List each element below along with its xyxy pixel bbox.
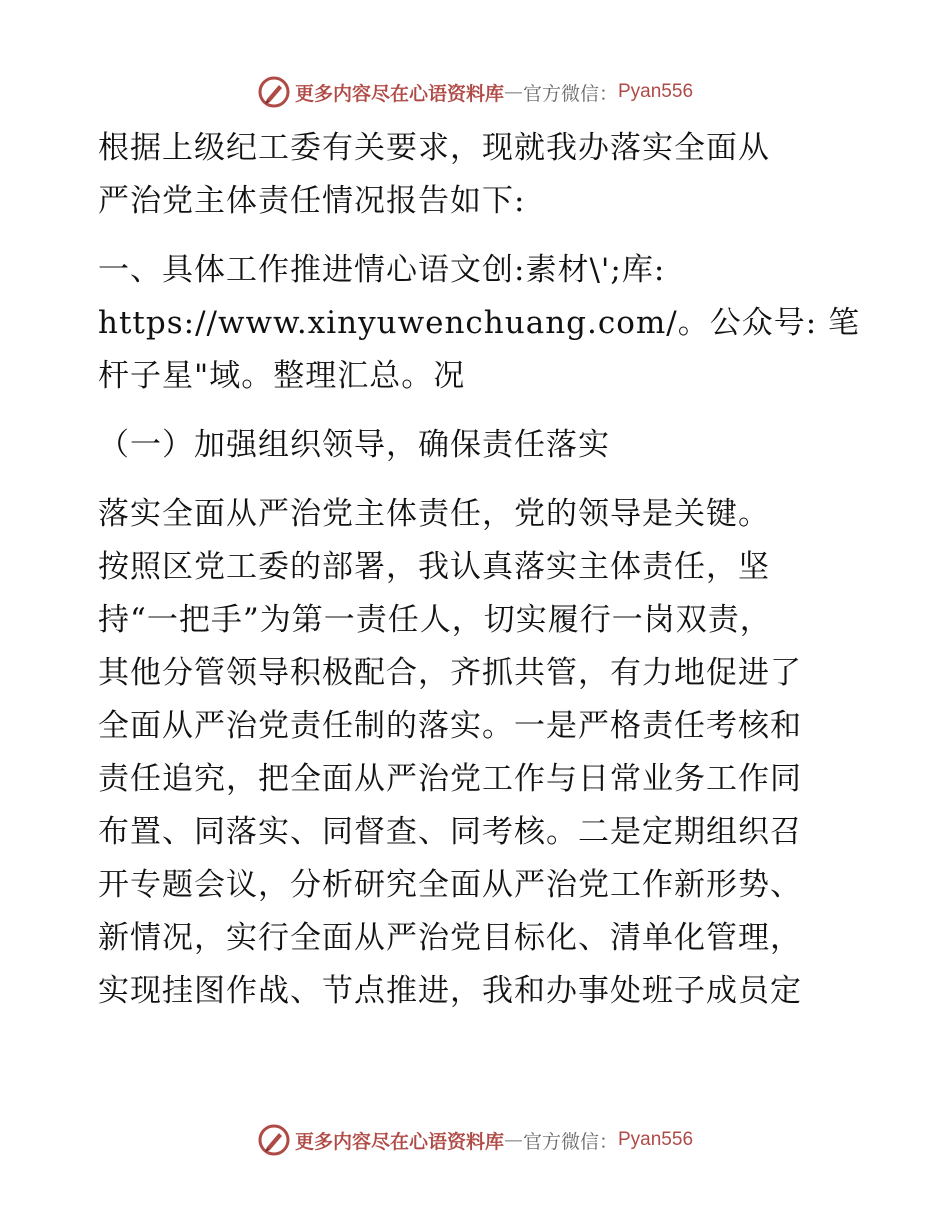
text-line: 布置、同落实、同督查、同考核。二是定期组织召 [98, 814, 802, 850]
pen-logo-icon [257, 75, 291, 109]
text-line: 责任追究，把全面从严治党工作与日常业务工作同 [98, 761, 802, 797]
pen-logo-icon [257, 1123, 291, 1157]
watermark-separator: — [503, 81, 523, 103]
text-line: 按照区党工委的部署，我认真落实主体责任，坚 [98, 549, 770, 585]
text-line: 全面从严治党责任制的落实。一是严格责任考核和 [98, 708, 802, 744]
document-body [98, 122, 861, 1018]
text-line: 持“一把手”为第一责任人，切实履行一岗双责， [98, 602, 772, 638]
watermark-header [0, 72, 950, 112]
text-line: 严治党主体责任情况报告如下: [98, 183, 526, 219]
text-line: 实现挂图作战、节点推进，我和办事处班子成员定 [98, 973, 802, 1009]
watermark-separator: — [503, 1129, 523, 1151]
watermark-wechat-id: Pyan556 [618, 1129, 694, 1150]
watermark-wechat-id: Pyan556 [618, 81, 694, 102]
subsection-heading-1 [98, 419, 858, 472]
watermark-footer [0, 1120, 950, 1160]
text-line: 一、具体工作推进情心语文创:素材\';库: [98, 252, 666, 288]
text-line: 杆子星"域。整理汇总。况 [98, 358, 466, 394]
paragraph-body [98, 488, 858, 1018]
text-line: 其他分管领导积极配合，齐抓共管，有力地促进了 [98, 655, 802, 691]
watermark-official-label: 官方微信： [522, 1130, 618, 1153]
text-line: https://www.xinyuwenchuang.com/。公众号: 笔 [98, 305, 861, 341]
text-line: 根据上级纪工委有关要求，现就我办落实全面从 [98, 130, 770, 166]
paragraph-intro [98, 122, 858, 228]
text-line: （一）加强组织领导，确保责任落实 [98, 427, 610, 463]
section-heading-1 [98, 244, 861, 403]
text-line: 开专题会议，分析研究全面从严治党工作新形势、 [98, 867, 802, 903]
watermark-official-label: 官方微信： [522, 82, 618, 105]
text-line: 新情况，实行全面从严治党目标化、清单化管理， [98, 920, 802, 956]
watermark-main-text: 更多内容尽在心语资料库 [294, 1130, 504, 1153]
text-line: 落实全面从严治党主体责任，党的领导是关键。 [98, 496, 770, 532]
watermark-main-text: 更多内容尽在心语资料库 [294, 82, 504, 105]
